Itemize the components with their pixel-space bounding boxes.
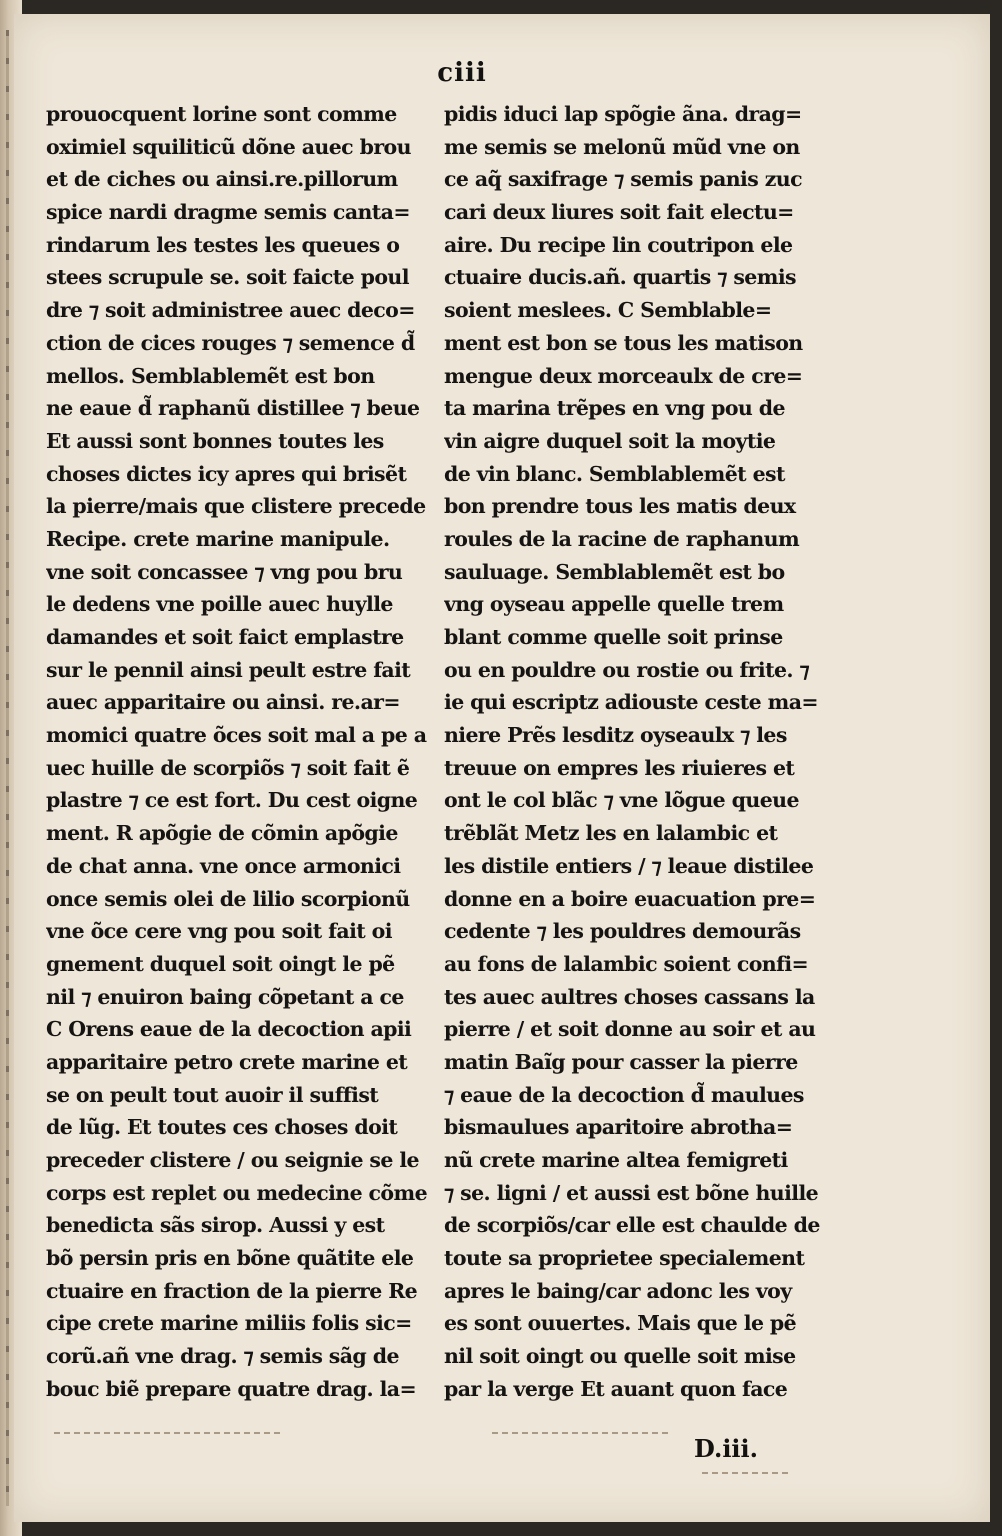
text-line: ment. R apõgie de cõmin apõgie (46, 821, 398, 846)
text-line: blant comme quelle soit prinse (444, 625, 783, 649)
text-line: auec apparitaire ou ainsi. re.ar= (46, 690, 400, 715)
text-line: benedicta sãs sirop. Aussi y est (46, 1213, 385, 1238)
text-line: la pierre/mais que clistere precede (46, 494, 426, 519)
text-line: pidis iduci lap spõgie ãna. drag= (444, 102, 802, 126)
text-line: nũ crete marine altea femigreti (444, 1148, 788, 1172)
text-line: aire. Du recipe lin coutripon ele (444, 232, 793, 257)
text-line: vin aigre duquel soit la moytie (444, 428, 776, 453)
text-line: toute sa proprietee specialement (444, 1246, 805, 1271)
text-line: mengue deux morceaulx de cre= (444, 363, 803, 388)
text-line: spice nardi dragme semis canta= (46, 200, 410, 225)
text-line: cari deux liures soit fait electu= (444, 200, 794, 225)
underline-flourish-right (492, 1432, 672, 1434)
text-line: damandes et soit faict emplastre (46, 625, 404, 649)
text-line: niere Prẽs lesditz oyseaulx ⁊ les (444, 723, 787, 748)
text-line: corps est replet ou medecine cõme (46, 1180, 428, 1205)
text-line: stees scrupule se. soit faicte poul (46, 265, 409, 290)
text-line: once semis olei de lilio scorpionũ (46, 886, 410, 911)
text-line: de chat anna. vne once armonici (46, 853, 401, 878)
text-line: tes auec aultres choses cassans la (444, 984, 815, 1009)
text-line: roules de la racine de raphanum (444, 526, 800, 551)
text-line: sauluage. Semblablemẽt est bo (444, 559, 785, 584)
text-line: ou en pouldre ou rostie ou frite. ⁊ (444, 657, 810, 682)
text-line: ont le col blãc ⁊ vne lõgue queue (444, 788, 799, 813)
text-line: au fons de lalambic soient confi= (444, 951, 809, 976)
text-line: gnement duquel soit oingt le pẽ (46, 951, 395, 976)
folio-number: ciii (437, 58, 487, 88)
text-line: apparitaire petro crete marine et (46, 1049, 408, 1074)
text-line: vne õce cere vng pou soit fait oi (46, 919, 392, 944)
text-line: donne en a boire euacuation pre= (444, 886, 816, 911)
signature-underline (702, 1472, 792, 1474)
text-line: bismaulues aparitoire abrotha= (444, 1115, 793, 1140)
text-line: les distile entiers / ⁊ leaue distilee (444, 853, 814, 878)
text-line: choses dictes icy apres qui brisẽt (46, 461, 407, 486)
text-line: bõ persin pris en bõne quãtite ele (46, 1246, 414, 1271)
text-line: dre ⁊ soit administree auec deco= (46, 298, 415, 323)
text-line: matin Baĩg pour casser la pierre (444, 1049, 798, 1074)
text-line: preceder clistere / ou seignie se le (46, 1148, 419, 1172)
text-line: oximiel squiliticũ dõne auec brou (46, 134, 411, 159)
text-line: ⁊ eaue de la decoction d̃ maulues (444, 1082, 804, 1107)
text-line: ment est bon se tous les matison (444, 330, 803, 355)
text-column-right (444, 98, 842, 1406)
text-line: momici quatre õces soit mal a pe a (46, 723, 427, 748)
text-line: es sont ouuertes. Mais que le pẽ (444, 1311, 797, 1336)
text-line: se on peult tout auoir il suffist (46, 1082, 379, 1107)
text-line: Recipe. crete marine manipule. (46, 526, 390, 551)
text-line: cedente ⁊ les pouldres demourãs (444, 919, 801, 944)
text-line: corũ.añ vne drag. ⁊ semis sãg de (46, 1344, 399, 1369)
text-line: le dedens vne poille auec huylle (46, 592, 393, 617)
text-line: ⁊ se. ligni / et aussi est bõne huille (444, 1180, 819, 1205)
text-column-left (46, 98, 442, 1406)
text-line: rindarum les testes les queues o (46, 232, 400, 257)
text-line: treuue on empres les riuieres et (444, 755, 795, 780)
text-line: et de ciches ou ainsi.re.pillorum (46, 167, 398, 192)
text-line: ta marina trẽpes en vng pou de (444, 396, 785, 421)
text-line: ie qui escriptz adiouste ceste ma= (444, 690, 819, 715)
text-line: soient meslees. C Semblable= (444, 298, 772, 323)
text-line: vng oyseau appelle quelle trem (444, 592, 784, 617)
text-line: prouocquent lorine sont comme (46, 102, 397, 126)
text-line: bon prendre tous les matis deux (444, 494, 796, 519)
text-line: ctuaire ducis.añ. quartis ⁊ semis (444, 265, 796, 290)
text-line: bouc biẽ prepare quatre drag. la= (46, 1376, 417, 1401)
text-line: plastre ⁊ ce est fort. Du cest oigne (46, 788, 418, 813)
page-leaf (14, 14, 990, 1522)
text-line: vne soit concassee ⁊ vng pou bru (46, 559, 403, 584)
text-line: C Orens eaue de la decoction apii (46, 1017, 412, 1042)
text-line: mellos. Semblablemẽt est bon (46, 363, 375, 388)
text-line: cipe crete marine miliis folis sic= (46, 1311, 412, 1336)
text-line: uec huille de scorpiõs ⁊ soit fait ẽ (46, 755, 410, 780)
text-line: me semis se melonũ mũd vne on (444, 134, 800, 159)
text-line: nil ⁊ enuiron baing cõpetant a ce (46, 984, 404, 1009)
text-line: sur le pennil ainsi peult estre fait (46, 657, 411, 682)
signature-mark: D.iii. (694, 1434, 759, 1463)
text-line: Et aussi sont bonnes toutes les (46, 428, 384, 453)
text-line: ction de cices rouges ⁊ semence d̃ (46, 330, 415, 355)
text-line: ctuaire en fraction de la pierre Re (46, 1278, 418, 1303)
text-line: apres le baing/car adonc les voy (444, 1278, 792, 1303)
text-line: nil soit oingt ou quelle soit mise (444, 1344, 796, 1369)
text-line: ne eaue d̃ raphanũ distillee ⁊ beue (46, 396, 420, 421)
underline-flourish-left (54, 1432, 284, 1434)
text-line: trẽblãt Metz les en lalambic et (444, 821, 778, 846)
text-line: de scorpiõs/car elle est chaulde de (444, 1213, 820, 1238)
text-line: pierre / et soit donne au soir et au (444, 1017, 816, 1042)
text-line: ce aq̃ saxifrage ⁊ semis panis zuc (444, 167, 802, 192)
binding-stitching (6, 30, 9, 1506)
text-line: par la verge Et auant quon face (444, 1376, 788, 1401)
text-line: de lũg. Et toutes ces choses doit (46, 1115, 398, 1140)
text-line: de vin blanc. Semblablemẽt est (444, 461, 785, 486)
